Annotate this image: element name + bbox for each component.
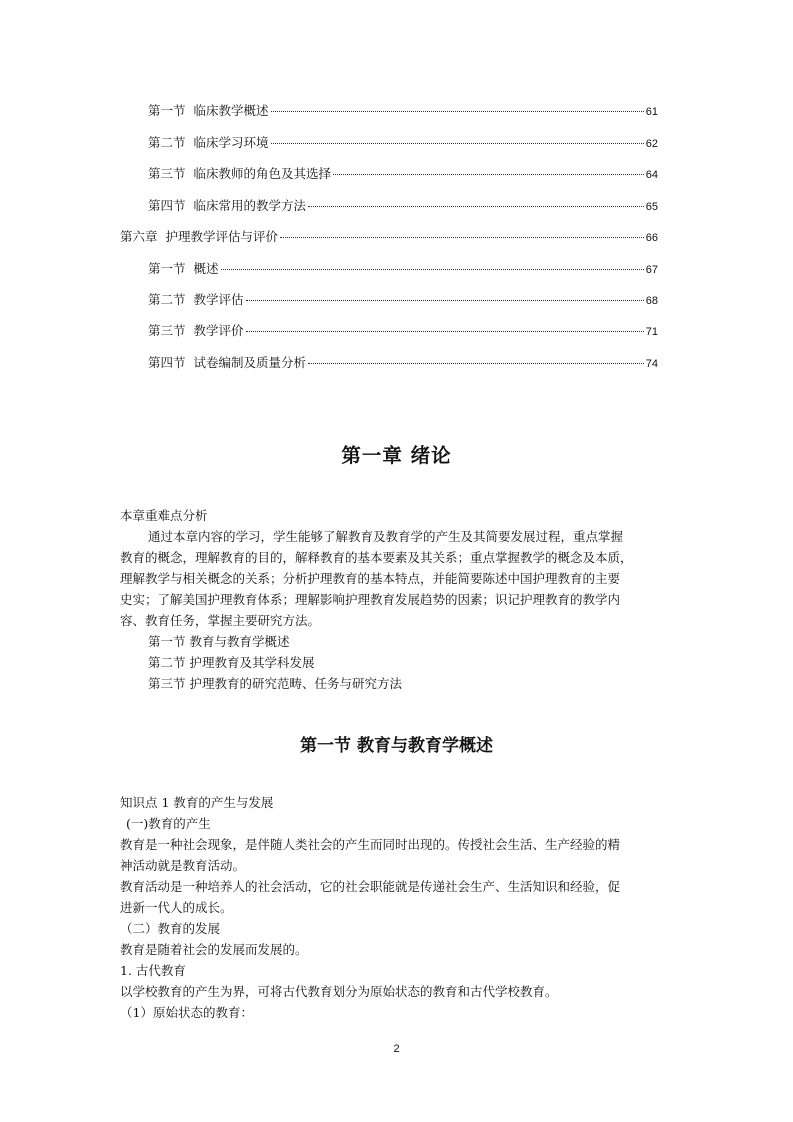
toc-entry[interactable] [148, 134, 658, 152]
toc-leader-dots [308, 362, 644, 364]
toc-entry-title: 第四节 试卷编制及质量分析 [148, 355, 307, 370]
key-points-line: 教育的概念，理解教育的目的，解释教育的基本要素及其关系；重点掌握教学的概念及本质， [120, 550, 633, 565]
body-paragraph-line: 神活动就是教育活动。 [120, 858, 246, 873]
toc-page-number: 62 [645, 138, 658, 150]
toc-leader-dots [271, 110, 644, 112]
toc-leader-dots [271, 142, 644, 144]
body-paragraph-line: 教育是随着社会的发展而发展的。 [120, 942, 308, 957]
toc-entry-title: 第一节 临床教学概述 [148, 103, 269, 118]
toc-page-number: 68 [645, 295, 658, 307]
toc-entry[interactable] [148, 102, 658, 120]
key-points-label: 本章重难点分析 [120, 508, 208, 523]
toc-page-number: 66 [645, 232, 658, 244]
key-points-line: 通过本章内容的学习，学生能够了解教育及教育学的产生及其简要发展过程，重点掌握 [148, 529, 624, 544]
key-points-line: 史实；了解美国护理教育体系；理解影响护理教育发展趋势的因素；识记护理教育的教学内 [120, 592, 621, 607]
knowledge-point-title: 知识点 1 教育的产生与发展 [120, 795, 274, 810]
toc-entry[interactable] [148, 165, 658, 183]
toc-entry-title: 第三节 临床教师的角色及其选择 [148, 166, 332, 181]
toc-entry[interactable] [148, 322, 658, 340]
numbered-subheading: （1）原始状态的教育： [120, 1005, 253, 1020]
toc-page-number: 61 [645, 106, 658, 118]
toc-entry-title: 第四节 临床常用的教学方法 [148, 198, 307, 213]
toc-entry[interactable] [148, 354, 658, 372]
numbered-heading: 1. 古代教育 [120, 963, 186, 978]
toc-entry-title: 第三节 教学评价 [148, 323, 244, 338]
body-paragraph-line: 进新一代人的成长。 [120, 900, 233, 915]
toc-entry[interactable] [148, 197, 658, 215]
toc-entry[interactable] [120, 228, 658, 246]
chapter-section-item[interactable]: 第二节 护理教育及其学科发展 [148, 655, 315, 670]
toc-page-number: 71 [645, 326, 658, 338]
toc-leader-dots [333, 173, 644, 175]
page-number: 2 [393, 1043, 400, 1055]
key-points-line: 容、教育任务，掌握主要研究方法。 [120, 613, 321, 628]
toc-leader-dots [280, 236, 644, 238]
section-heading: 第一节 教育与教育学概述 [300, 736, 493, 756]
chapter-section-item[interactable]: 第一节 教育与教育学概述 [148, 634, 290, 649]
body-paragraph-line: 教育活动是一种培养人的社会活动，它的社会职能就是传递社会生产、生活知识和经验，促 [120, 879, 621, 894]
toc-entry-title: 第二节 教学评估 [148, 292, 244, 307]
subsection-heading: (一)教育的产生 [126, 816, 211, 831]
toc-entry-title: 第一节 概述 [148, 261, 219, 276]
key-points-line: 理解教学与相关概念的关系；分析护理教育的基本特点，并能简要陈述中国护理教育的主要 [120, 571, 621, 586]
toc-page-number: 67 [645, 264, 658, 276]
toc-leader-dots [308, 205, 644, 207]
toc-page-number: 64 [645, 169, 658, 181]
chapter-section-item[interactable]: 第三节 护理教育的研究范畴、任务与研究方法 [148, 676, 402, 691]
chapter-heading: 第一章 绪论 [341, 444, 452, 467]
body-paragraph-line: 教育是一种社会现象，是伴随人类社会的产生而同时出现的。传授社会生活、生产经验的精 [120, 837, 621, 852]
toc-entry[interactable] [148, 291, 658, 309]
toc-leader-dots [246, 330, 644, 332]
toc-entry-title: 第六章 护理教学评估与评价 [120, 229, 279, 244]
toc-leader-dots [221, 268, 644, 270]
toc-entry[interactable] [148, 260, 658, 278]
toc-page-number: 74 [645, 358, 658, 370]
body-paragraph-line: 以学校教育的产生为界，可将古代教育划分为原始状态的教育和古代学校教育。 [120, 984, 558, 999]
toc-page-number: 65 [645, 201, 658, 213]
toc-entry-title: 第二节 临床学习环境 [148, 135, 269, 150]
subsection-heading: （二）教育的发展 [120, 921, 221, 936]
toc-leader-dots [246, 299, 644, 301]
